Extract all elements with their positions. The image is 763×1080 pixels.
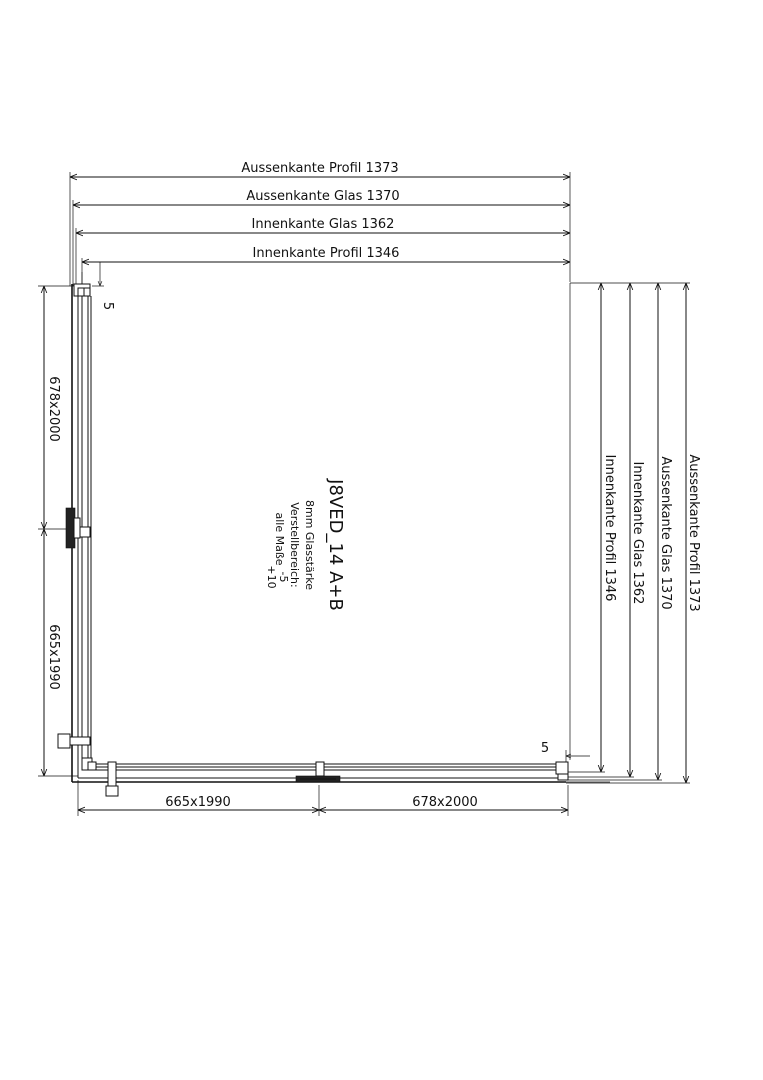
left-label-lower: 665x1990 xyxy=(46,624,61,690)
dim-label-right-4: Aussenkante Profil 1373 xyxy=(686,454,701,612)
left-label-upper: 678x2000 xyxy=(46,376,61,442)
model-label: J8VED_14 A+B xyxy=(325,479,346,611)
tolerance-plus: +10 xyxy=(265,565,278,589)
top-dimensions xyxy=(70,161,570,286)
dim-label-right-1: Innenkante Profil 1346 xyxy=(602,454,617,602)
dim-label-top-1: Aussenkante Profil 1373 xyxy=(241,161,399,176)
glass-thickness: 8mm Glasstärke xyxy=(303,499,316,591)
bottom-dimensions xyxy=(78,780,568,816)
adjust-range-label: Verstellbereich: xyxy=(288,502,301,588)
center-text-block xyxy=(265,478,346,611)
dim-label-top-2: Aussenkante Glas 1370 xyxy=(246,189,400,204)
offset-label-top: 5 xyxy=(100,301,115,311)
right-dimensions xyxy=(566,283,701,783)
dim-label-right-3: Aussenkante Glas 1370 xyxy=(658,456,673,610)
offset-label-bottom: 5 xyxy=(540,741,550,756)
dim-label-top-3: Innenkante Glas 1362 xyxy=(251,217,395,232)
tolerance-minus: -5 xyxy=(277,571,290,583)
tolerance-label: alle Maße xyxy=(273,512,286,566)
bottom-label-right: 678x2000 xyxy=(412,795,478,810)
bottom-label-left: 665x1990 xyxy=(165,795,231,810)
offset-bottom-right xyxy=(541,741,590,762)
dim-label-top-4: Innenkante Profil 1346 xyxy=(252,246,400,261)
dim-label-right-2: Innenkante Glas 1362 xyxy=(630,461,645,605)
